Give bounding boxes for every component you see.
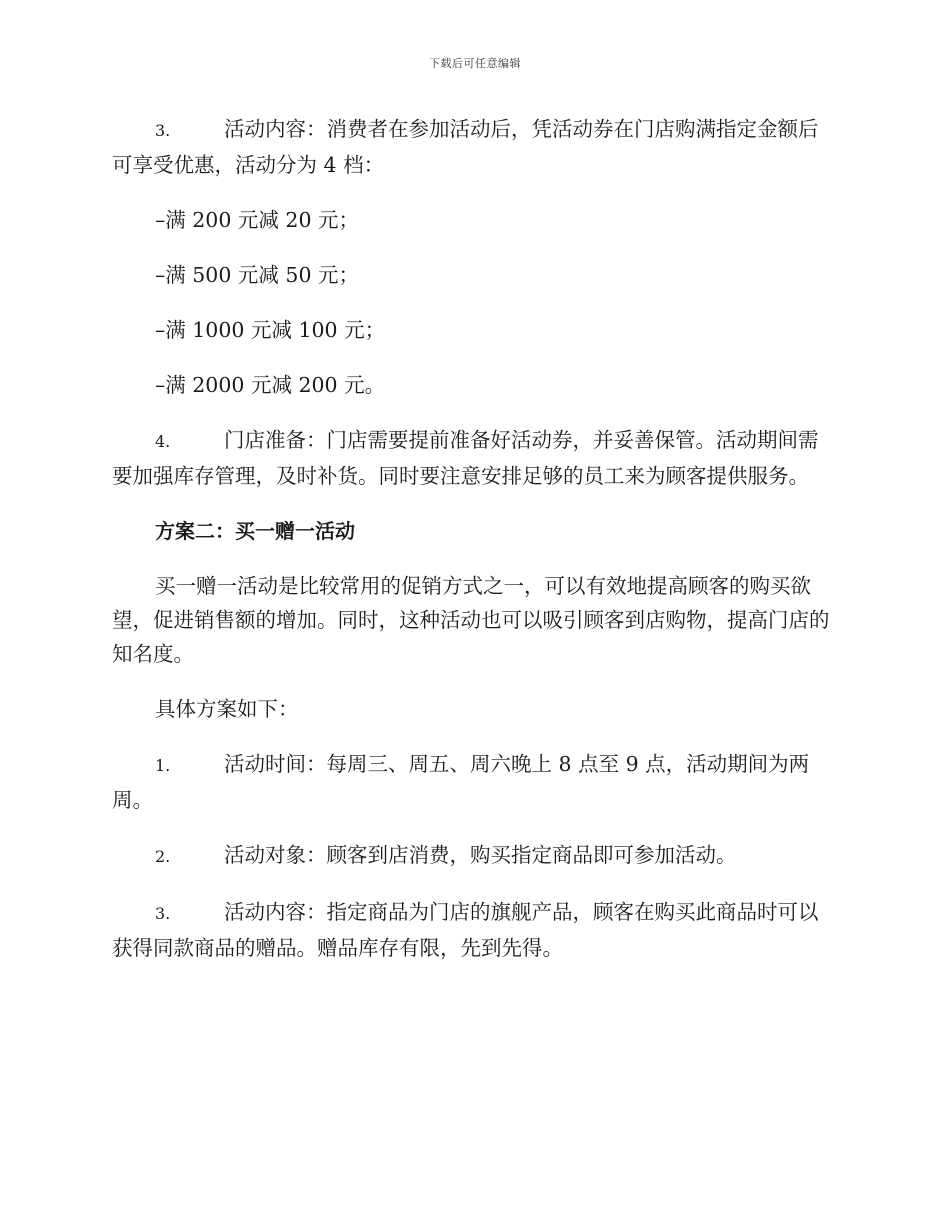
numbered-item-4 [112,423,838,493]
tier-item-2: –满 500 元减 50 元； [155,263,360,287]
item-number: 1. [155,756,171,775]
item-text: 活动对象：顾客到店消费，购买指定商品即可参加活动。 [224,843,737,867]
page-header: 下载后可任意编辑 [429,57,521,70]
tier-item-4: –满 2000 元减 200 元。 [155,373,386,397]
item-number: 2. [155,847,171,866]
tier-item-3: –满 1000 元减 100 元； [155,318,386,342]
plan-item-2 [112,838,838,874]
item-text: 活动内容：指定商品为门店的旗舰产品，顾客在购买此商品时可以获得同款商品的赠品。赠品库存有限，先到先得。 [112,900,819,960]
item-text: 活动内容：消费者在参加活动后，凭活动券在门店购满指定金额后可享受优惠，活动分为 4 档： [112,117,819,177]
section-heading: 方案二：买一赠一活动 [155,519,355,543]
item-number: 4. [155,432,171,451]
plan-item-1 [112,747,838,817]
document-body [112,112,838,986]
item-text: 活动时间：每周三、周五、周六晚上 8 点至 9 点，活动期间为两周。 [112,752,810,812]
item-number: 3. [155,121,171,140]
item-text: 门店准备：门店需要提前准备好活动券，并妥善保管。活动期间需要加强库存管理，及时补货。同时要注意安排足够的员工来为顾客提供服务。 [112,428,819,488]
intro-paragraph: 买一赠一活动是比较常用的促销方式之一，可以有效地提高顾客的购买欲望，促进销售额的增加。同时，这种活动也可以吸引顾客到店购物，提高门店的知名度。 [112,574,830,666]
tier-item-1: –满 200 元减 20 元； [155,208,360,232]
item-number: 3. [155,904,171,923]
plan-intro: 具体方案如下： [155,697,299,721]
plan-item-3 [112,895,838,965]
numbered-item-3 [112,112,838,182]
